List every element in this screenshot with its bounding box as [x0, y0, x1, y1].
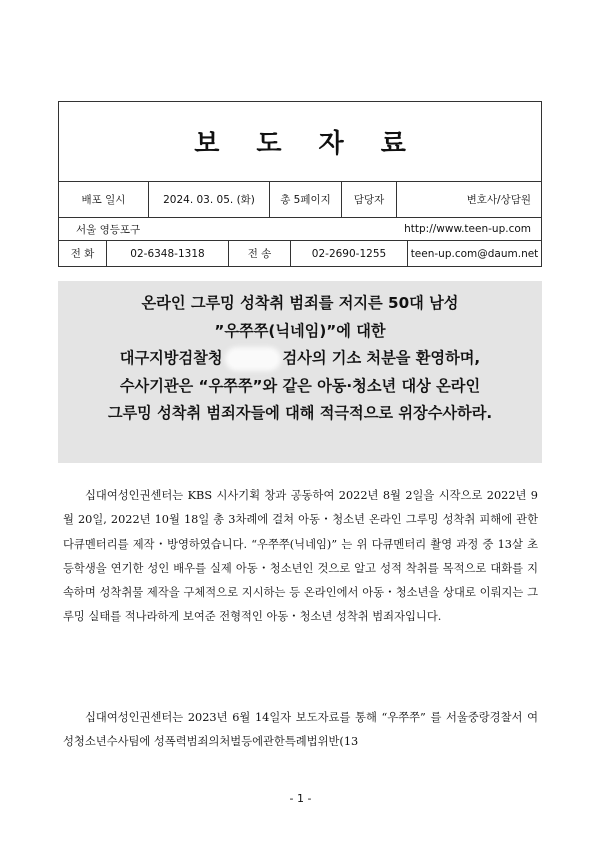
fax-value: 02-2690-1255: [291, 241, 408, 266]
headline-box: [58, 281, 542, 463]
page-count: 총 5페이지: [270, 182, 342, 217]
press-release-header-table: [58, 101, 542, 267]
headline-line-3: [58, 345, 542, 373]
address: 서울 영등포구: [76, 223, 141, 236]
header-row-distribution: [59, 182, 541, 218]
headline-line-2: ”우쭈쭈(닉네임)”에 대한: [214, 321, 386, 340]
body-paragraph-1: 십대여성인권센터는 KBS 시사기획 창과 공동하여 2022년 8월 2일을 시작으로 2022년 9월 20일, 2022년 10월 18일 총 3차례에 걸쳐 아동・청소년 온라인 그루밍 성착취 피해에 관한 다큐멘터리를 제작・방영하였습니다. “우쭈쭈(닉네임)” 는 위 다큐멘터리 촬영 과정 중 13살 초등학생을 연기한 성인 배우를 실제 아동・청소년인 것으로 알고 성적 착취를 목적으로 대화를 지속하며 성착취물 제작을 구체적으로 지시하는 등 온라인에서 아동・청소년을 상대로 이뤄지는 그루밍 실태를 적나라하게 보여준 전형적인 아동・청소년 성착취 범죄자입니다.: [63, 489, 538, 624]
phone-label: 전 화: [59, 241, 107, 266]
contact-value: 변호사/상담원: [466, 194, 531, 206]
distribution-date-value: 2024. 03. 05. (화): [149, 182, 270, 217]
distribution-date-label: 배포 일시: [59, 182, 149, 217]
fax-label: 전 송: [229, 241, 291, 266]
headline-line-3-start: 대구지방검찰청: [119, 349, 223, 367]
document-title: 보 도 자 료: [59, 102, 541, 182]
redacted-name-blur: [229, 351, 277, 367]
header-row-address: [59, 218, 541, 241]
headline-line-4: 수사기관은 “우쭈쭈”와 같은 아동·청소년 대상 온라인: [119, 376, 481, 395]
email-link[interactable]: teen-up.com@daum.net: [410, 247, 539, 260]
phone-value: 02-6348-1318: [107, 241, 229, 266]
page-number: - 1 -: [289, 792, 312, 805]
contact-label: 담당자: [342, 182, 397, 217]
body-paragraph-2: 십대여성인권센터는 2023년 6월 14일자 보도자료를 통해 “우쭈쭈” 를 서울중랑경찰서 여성청소년수사팀에 성폭력범죄의처벌등에관한특례법위반(13: [63, 711, 538, 749]
headline-line-3-end: 검사의 기소 처분을 환영하며,: [282, 349, 481, 367]
header-row-phone: [59, 241, 541, 266]
website-link[interactable]: http://www.teen-up.com: [404, 223, 531, 235]
headline-line-1: 온라인 그루밍 성착취 범죄를 저지른 50대 남성: [141, 294, 459, 312]
headline-line-5: 그루밍 성착취 범죄자들에 대해 적극적으로 위장수사하라.: [107, 404, 493, 422]
